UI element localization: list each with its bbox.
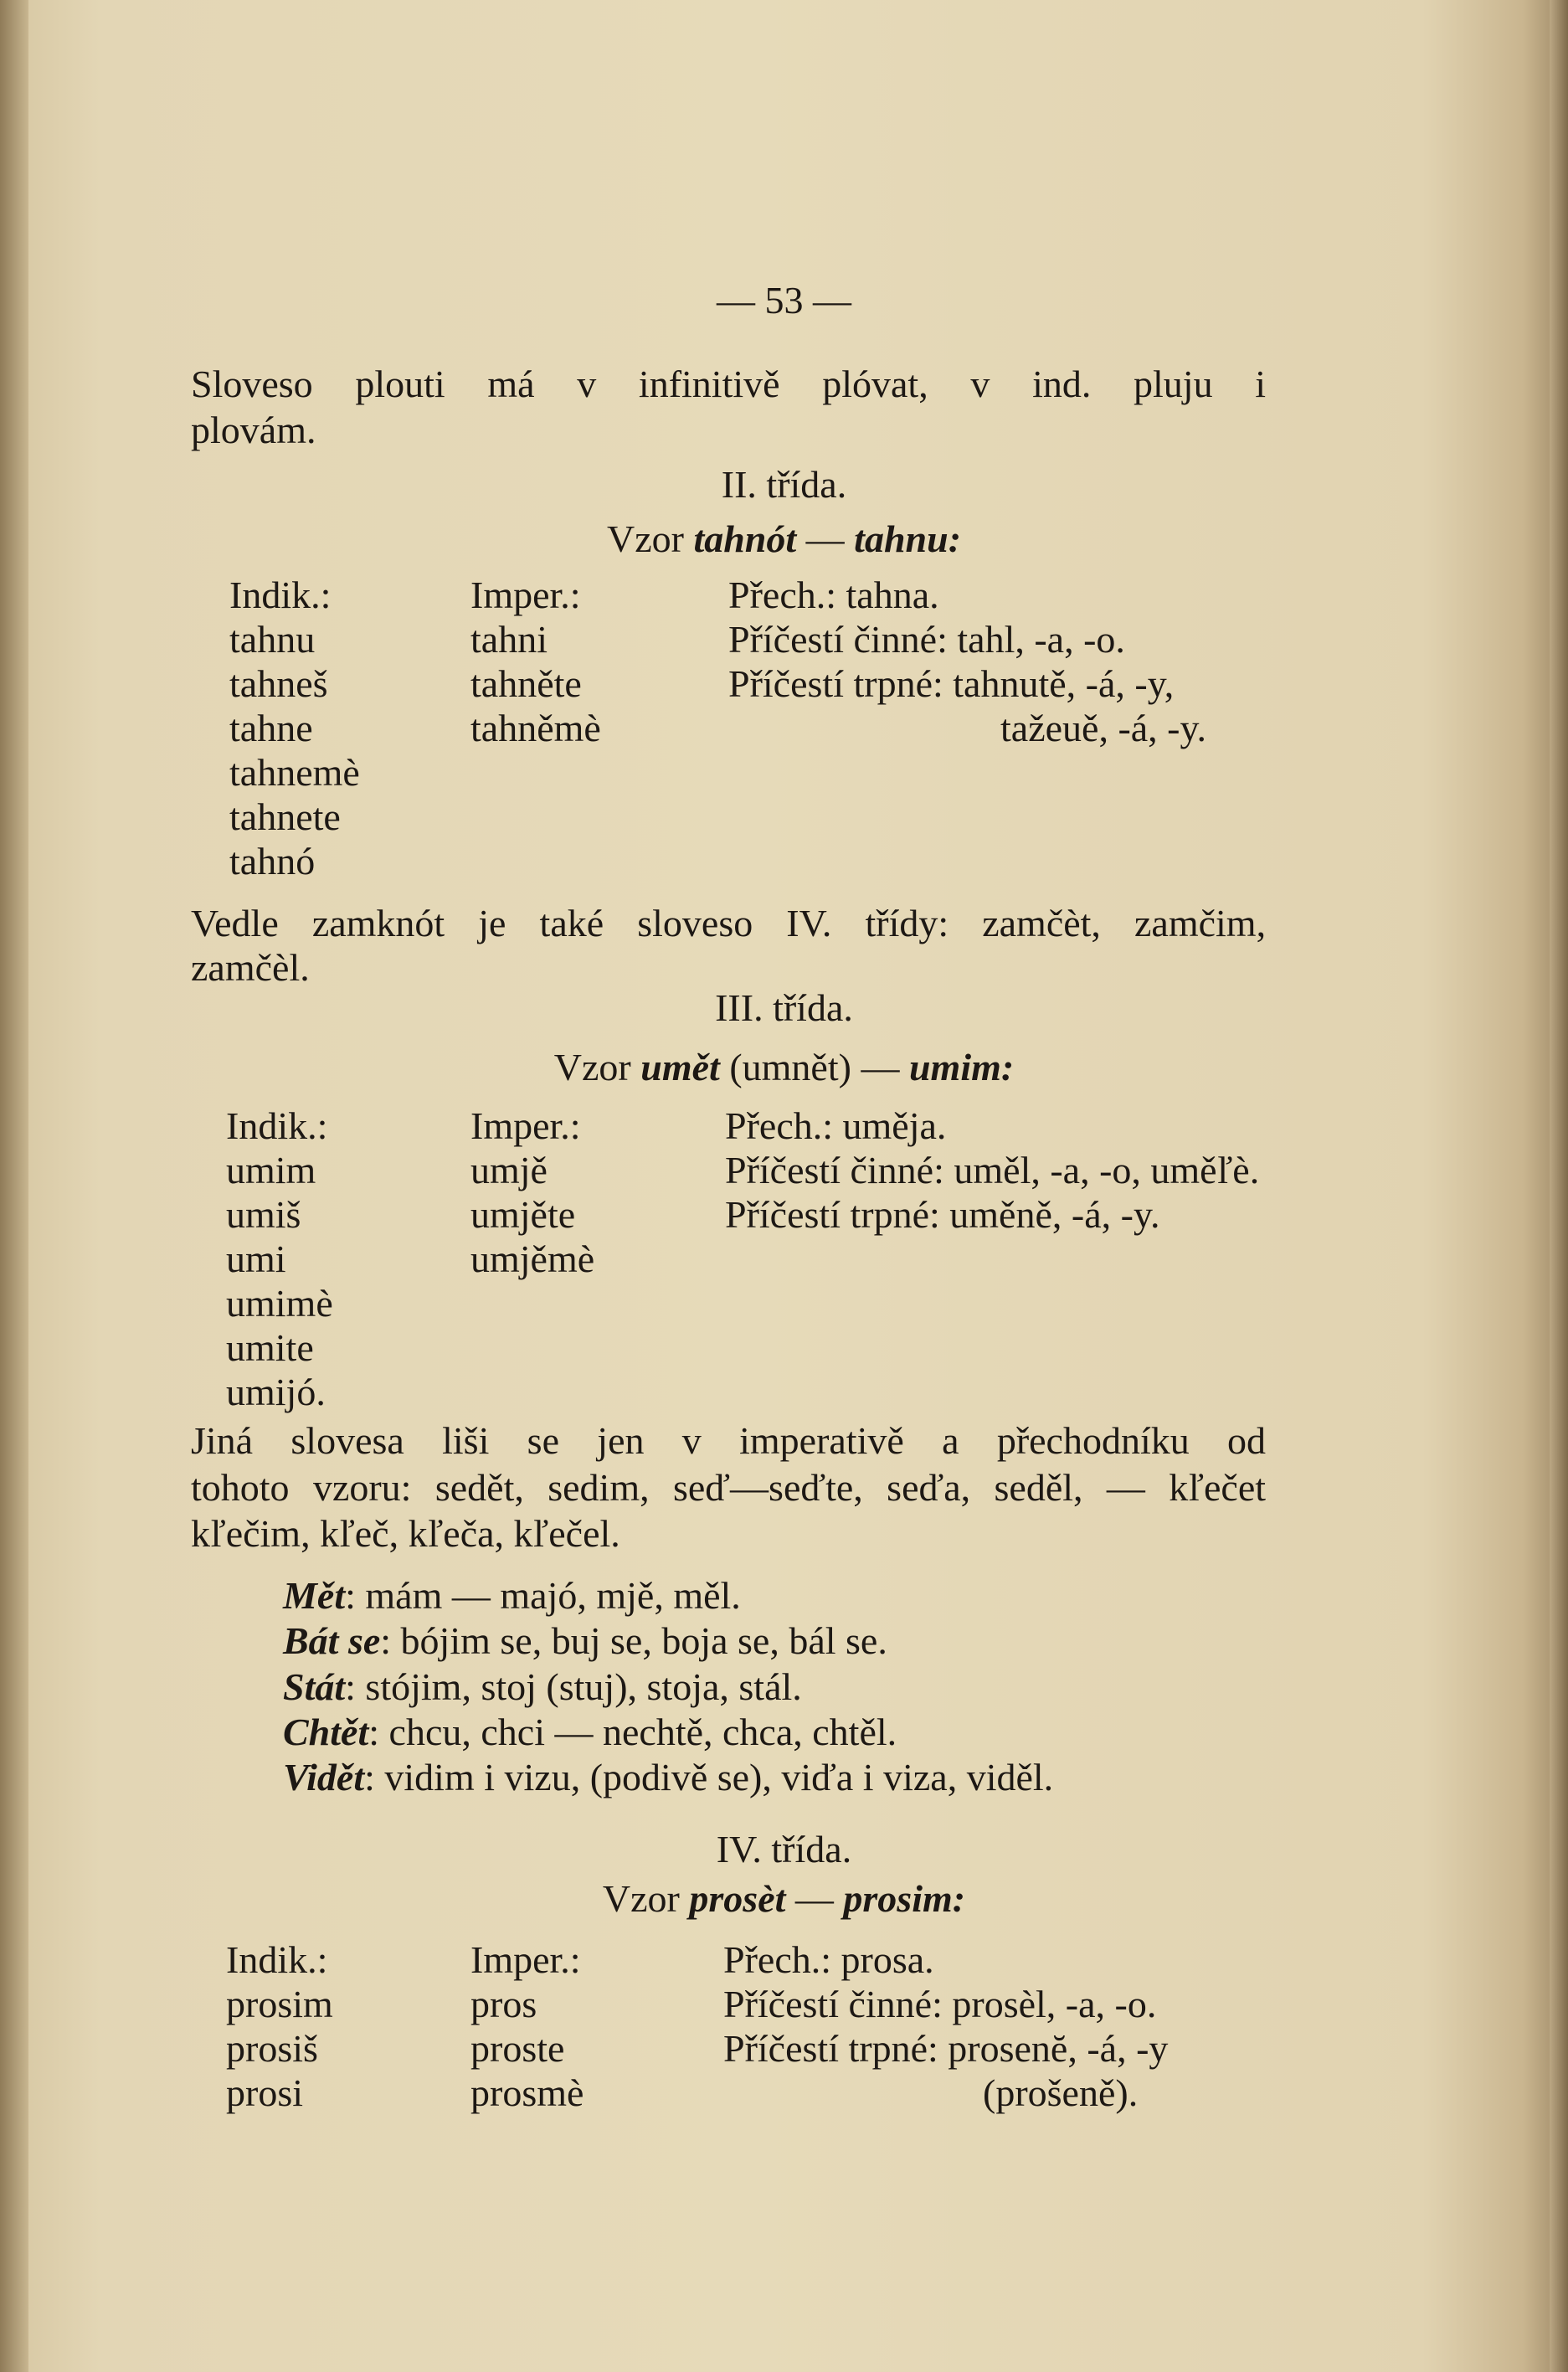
- form: tahnemè: [229, 751, 360, 794]
- class3-prech-column: [725, 1104, 1259, 1237]
- form: Příčestí trpné: uměně, -á, -y.: [725, 1193, 1160, 1236]
- class3-heading: III. třída.: [715, 986, 853, 1029]
- word: slovesa: [290, 1419, 404, 1462]
- word: —: [1106, 1466, 1145, 1509]
- form: Příčestí činné: prosèl, -a, -o.: [723, 1983, 1157, 2025]
- form: umijó.: [226, 1371, 326, 1413]
- class4-imper-column: [470, 1937, 584, 2115]
- note2-line-1: [191, 1419, 1267, 1462]
- class4-vzor: [0, 1877, 1568, 1920]
- form: umim: [226, 1149, 316, 1191]
- form: umiš: [226, 1193, 301, 1236]
- class2-prech-column: [728, 573, 1206, 750]
- class2-imper-column: [470, 573, 601, 750]
- class2-indik-column: [229, 573, 360, 883]
- word: zamknót: [311, 902, 445, 944]
- class2-heading: II. třída.: [721, 463, 847, 506]
- class3-vzor: [0, 1048, 1568, 1087]
- word: také: [539, 902, 604, 944]
- class3-imper-column: [470, 1104, 594, 1281]
- verb-head: Vidět: [283, 1756, 365, 1798]
- page-edge: [1550, 0, 1568, 2372]
- word: zamčèt,: [982, 902, 1101, 944]
- verb-forms: : mám — majó, mjě, měl.: [345, 1574, 741, 1617]
- class4-prech-column: [723, 1937, 1168, 2115]
- form: Příčestí činné: tahl, -a, -o.: [728, 618, 1125, 661]
- column-header: Imper.:: [470, 1104, 581, 1147]
- form: (prošeně).: [983, 2071, 1139, 2114]
- vzor-infinitive: prosèt: [689, 1877, 786, 1920]
- verb-line: [283, 1574, 741, 1617]
- verb-head: Bát se: [283, 1619, 381, 1662]
- vzor-present: umim:: [908, 1046, 1015, 1088]
- column-header: Imper.:: [470, 1938, 581, 1981]
- word: Vedle: [191, 902, 279, 944]
- form: prosim: [226, 1983, 333, 2025]
- vzor-present: prosim:: [843, 1877, 966, 1920]
- word: sedět,: [434, 1466, 524, 1509]
- word: seď—seďte,: [672, 1466, 863, 1509]
- vzor-dash: —: [805, 517, 845, 560]
- vzor-label: Vzor: [553, 1046, 631, 1088]
- column-header: Indik.:: [226, 1104, 328, 1147]
- verb-forms: : bójim se, buj se, boja se, bál se.: [380, 1619, 887, 1662]
- word: od: [1227, 1419, 1267, 1462]
- form: umjě: [470, 1149, 548, 1191]
- word: seděl,: [994, 1466, 1083, 1509]
- word: v: [577, 363, 597, 405]
- note2-line-3: kľečim, kľeč, kľeča, kľečel.: [191, 1512, 620, 1555]
- verb-forms: : stójim, stoj (stuj), stoja, stál.: [345, 1665, 802, 1708]
- class2-vzor: [0, 517, 1568, 560]
- word: sedim,: [548, 1466, 650, 1509]
- word: liši: [442, 1419, 490, 1462]
- column-header: Přech.: prosa.: [723, 1938, 934, 1981]
- verb-line: [283, 1665, 802, 1708]
- class3-indik-column: [226, 1104, 333, 1414]
- intro-line-1: [191, 365, 1266, 404]
- note1-line-1: [191, 904, 1266, 943]
- word: imperativě: [739, 1419, 904, 1462]
- word: plouti: [355, 363, 445, 405]
- word: v: [681, 1419, 702, 1462]
- intro-line-2: plovám.: [191, 409, 316, 451]
- word: infinitivě: [638, 363, 780, 405]
- form: tahneš: [229, 662, 328, 705]
- class4-indik-column: [226, 1937, 333, 2115]
- word: IV.: [786, 902, 832, 944]
- verb-line: [283, 1758, 1053, 1797]
- word: kľečet: [1169, 1466, 1267, 1509]
- page-gutter: [0, 0, 28, 2372]
- vzor-infinitive: umět: [640, 1046, 720, 1088]
- verb-forms: : chcu, chci — nechtě, chca, chtěl.: [368, 1711, 897, 1753]
- form: umimè: [226, 1282, 333, 1325]
- vzor-label: Vzor: [606, 517, 684, 560]
- word: i: [1255, 363, 1267, 405]
- page-number: — 53 —: [717, 279, 851, 322]
- verb-head: Chtět: [283, 1711, 369, 1753]
- form: prosmè: [470, 2071, 584, 2114]
- word: tohoto: [191, 1466, 290, 1509]
- vzor-dash: —: [794, 1877, 834, 1920]
- form: tažeuě, -á, -y.: [1000, 707, 1207, 749]
- column-header: Přech.: tahna.: [728, 574, 939, 616]
- word: a: [942, 1419, 959, 1462]
- form: tahne: [229, 707, 313, 749]
- word: přechodníku: [996, 1419, 1190, 1462]
- word: ind.: [1032, 363, 1092, 405]
- word: je: [478, 902, 506, 944]
- form: prosi: [226, 2071, 303, 2114]
- form: tahnete: [229, 795, 341, 838]
- word: jen: [597, 1419, 645, 1462]
- column-header: Indik.:: [226, 1938, 328, 1981]
- form: umite: [226, 1326, 314, 1369]
- verb-head: Mět: [283, 1574, 346, 1617]
- vzor-variant: (umnět) —: [729, 1046, 900, 1088]
- class4-heading: IV. třída.: [716, 1828, 852, 1870]
- word: Sloveso: [191, 363, 313, 405]
- note1-line-2: zamčèl.: [191, 946, 310, 989]
- form: tahněte: [470, 662, 582, 705]
- column-header: Indik.:: [229, 574, 332, 616]
- column-header: Imper.:: [470, 574, 581, 616]
- word: plóvat,: [822, 363, 928, 405]
- form: proste: [470, 2027, 565, 2070]
- word: pluju: [1134, 363, 1213, 405]
- form: umi: [226, 1237, 286, 1280]
- word: seďa,: [887, 1466, 971, 1509]
- word: se: [527, 1419, 559, 1462]
- note2-line-2: [191, 1466, 1267, 1509]
- word: má: [487, 363, 535, 405]
- vzor-present: tahnu:: [854, 517, 962, 560]
- form: Příčestí činné: uměl, -a, -o, uměľè.: [725, 1149, 1260, 1191]
- form: umjěte: [470, 1193, 576, 1236]
- word: Jiná: [191, 1419, 254, 1462]
- form: prosiš: [226, 2027, 318, 2070]
- verb-line: [283, 1713, 897, 1752]
- word: v: [970, 363, 990, 405]
- word: zamčim,: [1134, 902, 1267, 944]
- form: tahni: [470, 618, 548, 661]
- vzor-infinitive: tahnót: [693, 517, 797, 560]
- form: tahnó: [229, 840, 316, 882]
- form: umjěmè: [470, 1237, 595, 1280]
- word: třídy:: [865, 902, 949, 944]
- verb-head: Stát: [283, 1665, 346, 1708]
- vzor-label: Vzor: [602, 1877, 680, 1920]
- column-header: Přech.: uměja.: [725, 1104, 947, 1147]
- form: Příčestí trpné: prosenĕ, -á, -y: [723, 2027, 1169, 2070]
- form: tahnu: [229, 618, 316, 661]
- form: pros: [470, 1983, 537, 2025]
- word: sloveso: [637, 902, 753, 944]
- word: vzoru:: [312, 1466, 412, 1509]
- form: tahněmè: [470, 707, 601, 749]
- verb-forms: : vidim i vizu, (podivě se), viďa i viza, viděl.: [364, 1756, 1054, 1798]
- verb-line: [283, 1619, 887, 1662]
- form: Příčestí trpné: tahnutě, -á, -y,: [728, 662, 1175, 705]
